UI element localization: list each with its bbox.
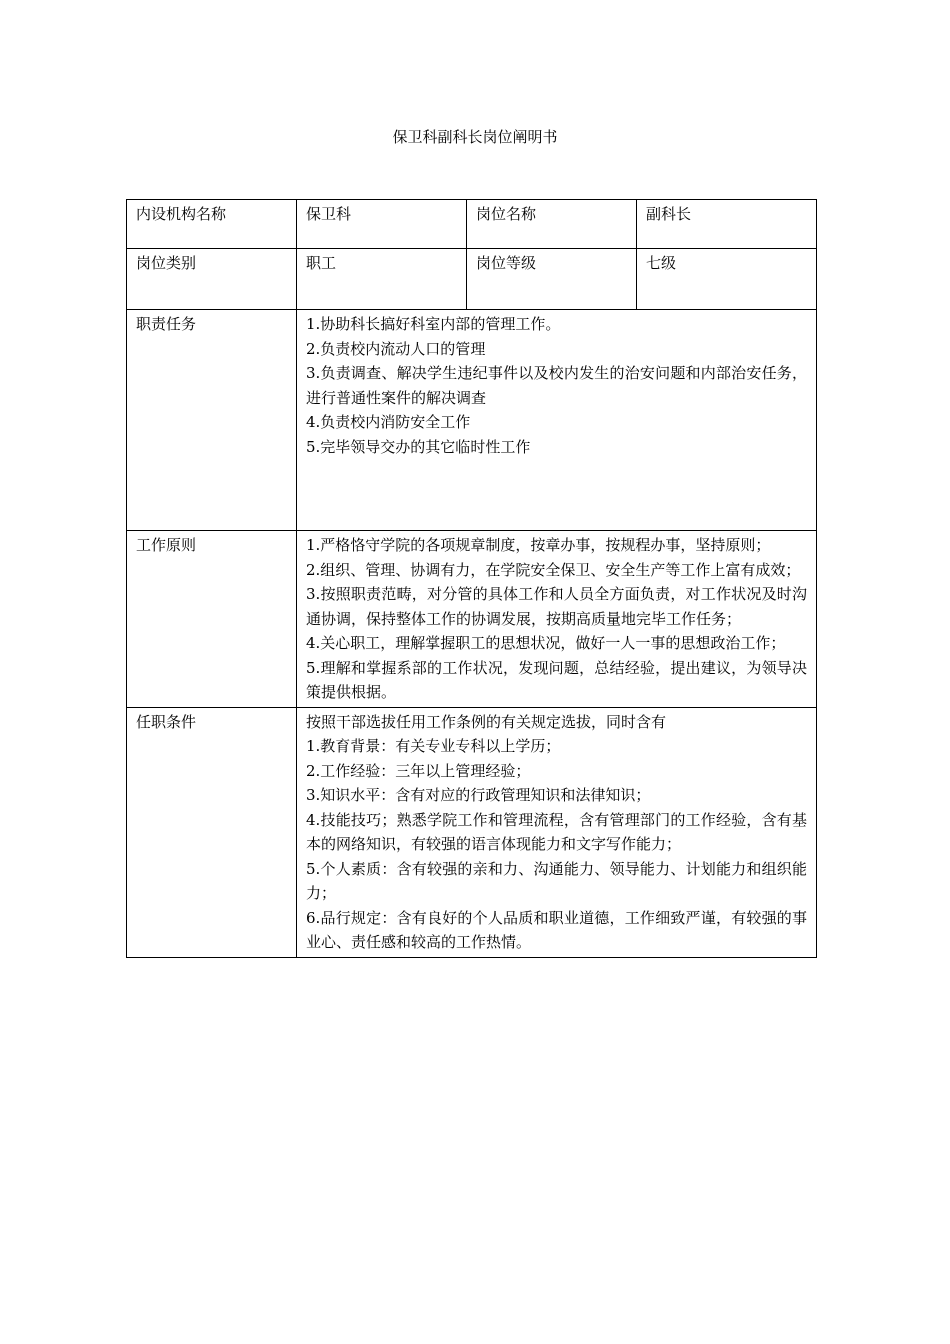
- dept-label-cell: 内设机构名称: [127, 200, 297, 249]
- list-item: 3.按照职责范畴，对分管的具体工作和人员全方面负责，对工作状况及时沟通协调，保持整体工作的协调发展，按期高质量地完毕工作任务；: [306, 585, 807, 628]
- list-item: 2.负责校内流动人口的管理: [306, 339, 486, 358]
- list-item: 4.技能技巧；熟悉学院工作和管理流程，含有管理部门的工作经验，含有基本的网络知识，有较强的语言体现能力和文字写作能力；: [306, 810, 807, 853]
- list-item: 6.品行规定：含有良好的个人品质和职业道德，工作细致严谨，有较强的事业心、责任感和较高的工作热情。: [306, 908, 807, 951]
- document-title: 保卫科副科长岗位阐明书: [392, 128, 558, 146]
- principles-list: [306, 533, 807, 705]
- list-item: 5.完毕领导交办的其它临时性工作: [306, 437, 531, 456]
- list-item: 1.协助科长搞好科室内部的管理工作。: [306, 315, 561, 333]
- list-item: 按照干部选拔任用工作条例的有关规定选拔，同时含有: [306, 712, 667, 731]
- list-item: 1.严格恪守学院的各项规章制度，按章办事，按规程办事，坚持原则；: [306, 536, 771, 554]
- table-row: [127, 310, 817, 531]
- qualifications-list: [306, 710, 807, 955]
- table-row: [127, 200, 817, 249]
- duties-content-cell: [297, 310, 817, 531]
- grade-value-cell: 七级: [637, 249, 817, 310]
- job-description-table: [126, 199, 817, 958]
- list-item: 3.知识水平：含有对应的行政管理知识和法律知识；: [306, 786, 651, 804]
- grade-label-cell: 岗位等级: [467, 249, 637, 310]
- qualifications-content-cell: [297, 707, 817, 957]
- post-value-cell: 副科长: [637, 200, 817, 249]
- list-item: 1.教育背景：有关专业专科以上学历；: [306, 737, 561, 755]
- list-item: 2.工作经验：三年以上管理经验；: [306, 761, 531, 780]
- principles-label-cell: 工作原则: [127, 531, 297, 708]
- dept-value-cell: 保卫科: [297, 200, 467, 249]
- table-row: [127, 531, 817, 708]
- category-value-cell: 职工: [297, 249, 467, 310]
- category-label-cell: 岗位类别: [127, 249, 297, 310]
- post-label-cell: 岗位名称: [467, 200, 637, 249]
- principles-content-cell: [297, 531, 817, 708]
- list-item: 4.关心职工，理解掌握职工的思想状况，做好一人一事的思想政治工作；: [306, 634, 786, 652]
- list-item: 4.负责校内消防安全工作: [306, 413, 471, 431]
- list-item: 5.个人素质：含有较强的亲和力、沟通能力、领导能力、计划能力和组织能力；: [306, 859, 807, 902]
- duties-label-cell: 职责任务: [127, 310, 297, 531]
- list-item: 2.组织、管理、协调有力，在学院安全保卫、安全生产等工作上富有成效；: [306, 560, 801, 579]
- list-item: 5.理解和掌握系部的工作状况，发现问题，总结经验，提出建议，为领导决策提供根据。: [306, 658, 807, 701]
- duties-list: [306, 312, 807, 459]
- qualifications-label-cell: 任职条件: [127, 707, 297, 957]
- table-row: [127, 249, 817, 310]
- table-row: [127, 707, 817, 957]
- list-item: 3.负责调查、解决学生违纪事件以及校内发生的治安问题和内部治安任务，进行普通性案件的解决调查: [306, 364, 807, 407]
